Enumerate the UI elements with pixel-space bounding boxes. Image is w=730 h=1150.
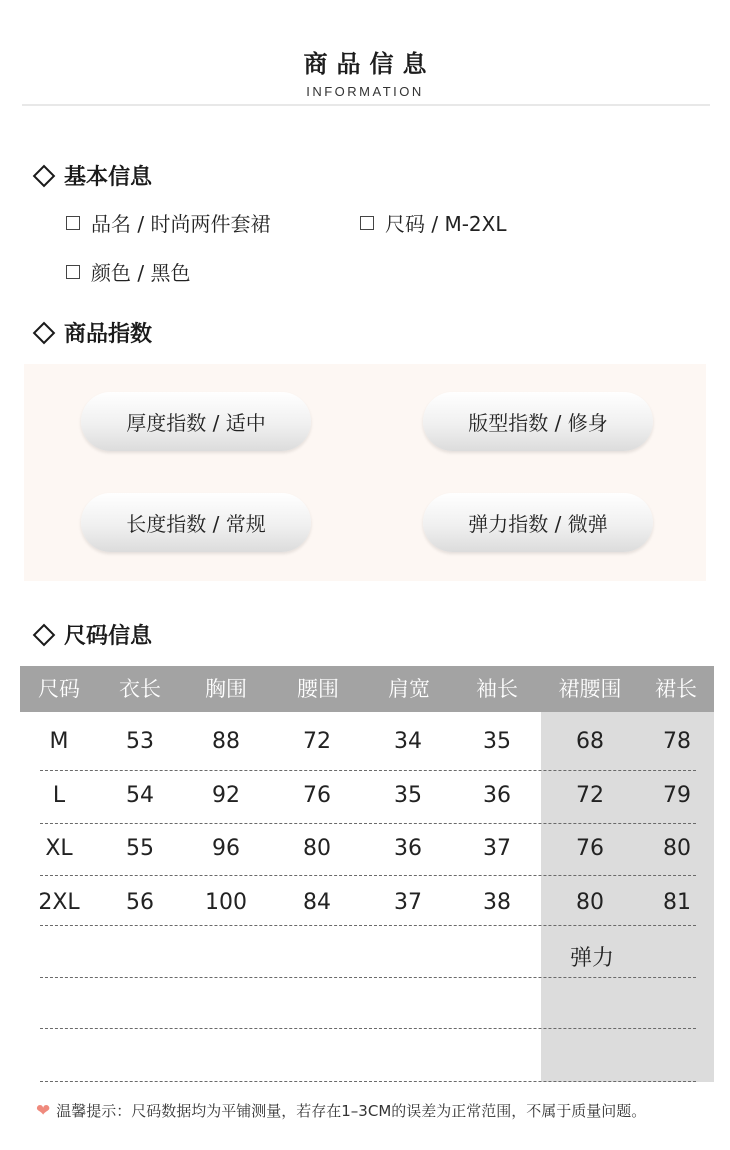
table-cell: 81 xyxy=(663,890,691,915)
row-divider xyxy=(40,977,696,978)
row-divider xyxy=(40,1028,696,1029)
table-cell: 37 xyxy=(394,890,422,915)
table-cell: 38 xyxy=(483,890,511,915)
section-size-info xyxy=(34,619,152,650)
elasticity-note: 弹力 xyxy=(569,946,614,971)
footer-note-text: 温馨提示：尺码数据均为平铺测量，若存在1–3CM的误差为正常范围，不属于质量问题。 xyxy=(56,1102,647,1120)
size-table-header xyxy=(20,666,714,712)
table-cell: 37 xyxy=(483,836,511,861)
index-panel xyxy=(24,364,706,581)
header-divider xyxy=(22,104,710,106)
table-cell: 72 xyxy=(576,783,604,808)
row-divider xyxy=(40,925,696,926)
table-cell: 72 xyxy=(303,729,331,754)
column-header: 尺码 xyxy=(38,677,80,701)
table-cell: 79 xyxy=(663,783,691,808)
info-item-label: 尺码 / M-2XL xyxy=(385,212,507,236)
table-cell: 80 xyxy=(303,836,331,861)
table-cell: 2XL xyxy=(38,890,80,915)
index-pill-length: 长度指数 / 常规 xyxy=(81,493,311,552)
info-item-label: 品名 / 时尚两件套裙 xyxy=(91,212,271,236)
index-pill-thickness: 厚度指数 / 适中 xyxy=(81,392,311,451)
page-subtitle: INFORMATION xyxy=(306,84,424,99)
checkbox-icon xyxy=(66,265,80,279)
section-basic-info xyxy=(34,160,152,191)
checkbox-icon xyxy=(360,216,374,230)
table-cell: 76 xyxy=(303,783,331,808)
section-size-title: 尺码信息 xyxy=(64,624,153,649)
page-title: 商品信息 xyxy=(303,50,436,78)
table-cell: L xyxy=(52,783,66,808)
column-header: 肩宽 xyxy=(388,677,430,701)
diamond-icon xyxy=(33,623,56,646)
section-product-index xyxy=(34,317,152,348)
table-cell: 56 xyxy=(126,890,154,915)
table-cell: 68 xyxy=(576,729,604,754)
footer-note xyxy=(36,1100,646,1121)
info-item-color xyxy=(66,257,190,286)
section-index-title: 商品指数 xyxy=(64,322,153,347)
table-cell: 96 xyxy=(212,836,240,861)
column-header: 衣长 xyxy=(119,677,161,701)
table-cell: 76 xyxy=(576,836,604,861)
table-cell: 54 xyxy=(126,783,154,808)
column-header: 裙腰围 xyxy=(558,677,622,701)
row-divider xyxy=(40,875,696,876)
table-cell: 100 xyxy=(205,890,247,915)
column-header: 裙长 xyxy=(655,677,697,701)
column-header: 胸围 xyxy=(205,677,247,701)
row-divider xyxy=(40,770,696,771)
index-pill-fit: 版型指数 / 修身 xyxy=(423,392,653,451)
table-cell: 88 xyxy=(212,729,240,754)
table-cell: 35 xyxy=(483,729,511,754)
table-cell: 55 xyxy=(126,836,154,861)
table-cell: 80 xyxy=(663,836,691,861)
heart-icon: ❤ xyxy=(36,1100,51,1121)
column-header: 袖长 xyxy=(476,677,518,701)
table-cell: 34 xyxy=(394,729,422,754)
column-header: 腰围 xyxy=(297,677,339,701)
table-cell: 84 xyxy=(303,890,331,915)
table-cell: 36 xyxy=(483,783,511,808)
diamond-icon xyxy=(33,164,56,187)
page-header xyxy=(0,44,730,99)
row-divider xyxy=(40,1081,696,1082)
table-cell: M xyxy=(49,729,69,754)
table-cell: 78 xyxy=(663,729,691,754)
index-pill-elasticity: 弹力指数 / 微弹 xyxy=(423,493,653,552)
section-basic-title: 基本信息 xyxy=(64,165,153,190)
info-item-label: 颜色 / 黑色 xyxy=(91,261,191,285)
info-item-size xyxy=(360,208,507,237)
table-cell: 92 xyxy=(212,783,240,808)
table-cell: 53 xyxy=(126,729,154,754)
info-item-name xyxy=(66,208,270,237)
row-divider xyxy=(40,823,696,824)
checkbox-icon xyxy=(66,216,80,230)
table-cell: 35 xyxy=(394,783,422,808)
table-cell: XL xyxy=(45,836,73,861)
diamond-icon xyxy=(33,321,56,344)
table-cell: 36 xyxy=(394,836,422,861)
table-cell: 80 xyxy=(576,890,604,915)
